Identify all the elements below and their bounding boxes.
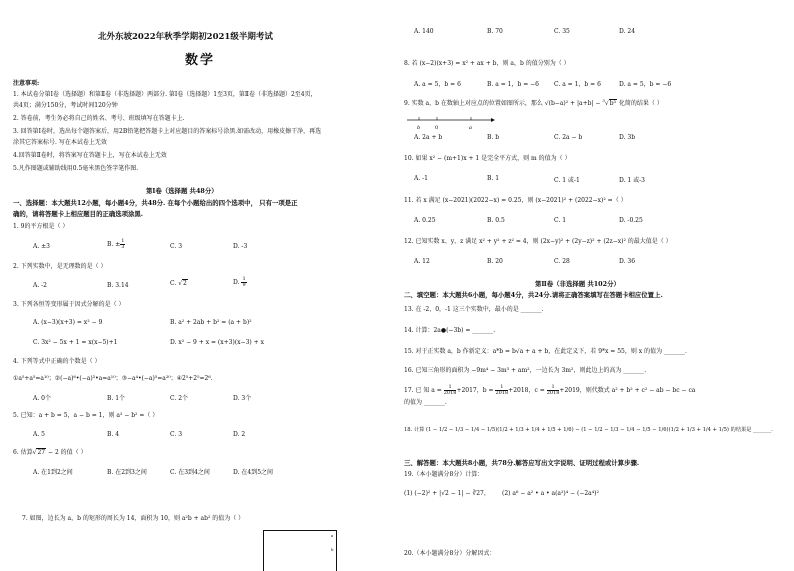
q1-option-c: C. 3 [170,243,183,250]
q12-stem: 12. 已知实数 x、y、z 满足 x² + y² + z² = 4，则 (2x−y)² + (2y−z)² + (2z−x)² 的最大值是（ ） [404,238,672,245]
q9-number-line [405,112,495,134]
q1-stem: 1. 9的平方根是（ ） [13,223,69,230]
q10-option-b: B. 1 [487,175,500,182]
q5-option-a: A. 5 [33,431,45,438]
fill-in-heading: 二、填空题：本大题共6小题，每小题4分，共24分.请将正确答案填写在答题卡相应位置上. [404,291,663,299]
q8-stem: 8. 若 (x−2)(x+3) = x² + ax + b，则 a，b 的值分别为（ ） [404,60,570,67]
q19-stem: 19.（本小题满分8分）计算： [404,471,484,478]
q2-option-b: B. 3.14 [107,282,129,289]
axis-label-0: 0 [435,125,439,131]
q8-option-d: D. a = 5，b = −6 [619,81,672,88]
q11-option-d: D. -0.25 [619,217,643,224]
q3-option-a: A. (x−3)(x+3) = x² − 9 [33,319,103,326]
q4-option-c: C. 2个 [170,395,189,402]
q3-option-b: B. a² + 2ab + b² = (a + b)² [170,319,252,326]
q6-option-a: A. 在1到2之间 [33,469,73,476]
q11-option-a: A. 0.25 [414,217,436,224]
axis-label-b: b [417,125,421,131]
q2-option-a: A. -2 [33,282,47,289]
q10-option-a: A. -1 [414,175,428,182]
solve-heading: 三、解答题：本大题共8小题，共78分.解答应写出文字说明、证明过程或计算步骤. [404,459,640,467]
q10-option-d: D. 1 或-3 [619,177,645,184]
part2-heading: 第Ⅱ卷（非选择题 共102分） [535,280,620,288]
q4-stem: 4. 下列等式中正确的个数是（ ） [13,358,101,365]
q13-stem: 13. 在 -2，0，-1 这三个实数中，最小的是 _______. [404,306,544,313]
q7-option-b: B. 70 [487,28,503,35]
q17-tail: 的值为 _______. [404,399,447,406]
q12-option-b: B. 20 [487,258,503,265]
note-line: 5.凡作图题或辅助线用0.5毫米黑色签字笔作图. [13,165,139,172]
q4-option-b: B. 1个 [107,395,126,402]
q5-option-d: D. 2 [233,431,246,438]
q6-option-b: B. 在2到3之间 [107,469,147,476]
q7-option-c: C. 35 [554,28,570,35]
q6-stem: 6. 估算√27 − 2 的值（ ） [13,449,87,456]
q11-stem: 11. 若 x 满足 (x−2021)(2022−x) = 0.25，则 (x−2021)² + (2022−x)² =（ ） [404,197,627,204]
note-line: 共4页；满分150分，考试时间120分钟 [13,102,118,109]
q3-option-d: D. x² − 9 + x = (x+3)(x−3) + x [170,339,264,346]
part1-instruction: 一、选择题：本大题共12小题，每小题4分，共48分. 在每个小题给出的四个选项中， 只有一项是正 [13,199,298,207]
q7-option-a: A. 140 [414,28,434,35]
part1-heading: 第Ⅰ卷（选择题 共48分） [146,187,218,195]
q7-stem: 7. 如图，边长为 a，b 的矩形的周长为 14，面积为 10，则 a²b + ab² 的值为（ ） [22,515,245,522]
q11-option-b: B. 0.5 [487,217,505,224]
q20-stem: 20.（本小题满分8分）分解因式： [404,550,496,557]
q17-stem: 17. 已 知 a = $\frac{1}{2018}$ +2017，b = $\frac{1}{2018}$ +2018，c = $\frac{1}{2018}$ +2019，则代数式 a² + b² + c² − ab − bc − ca [404,384,696,396]
q19-part2: (2) a⁶ − a² • a • a(a²)⁴ − (−2a⁴)² [502,490,599,497]
q4-option-d: D. 3个 [233,395,252,402]
note-line: 3. 回答第Ⅰ卷时，选出每个题答案后，用2B铅笔把答题卡上对应题目的答案标号涂黑.如需改动，用橡皮擦干净，再选 [13,128,322,135]
q6-option-c: C. 在3到4之间 [170,469,210,476]
axis-label-a: a [469,125,472,131]
q5-option-b: B. 4 [107,431,120,438]
q7-label-a: a [331,533,334,538]
q16-stem: 16. 已知三角形的面积为 −9m⁴ − 3m³ + am²，一边长为 3m²，则此边上的高为 _______. [404,367,647,374]
notes-heading: 注意事项: [13,80,40,87]
q10-option-c: C. 1 或-1 [554,177,580,184]
note-line: 2. 答卷前，考生务必将自己的姓名、考号、班级填写在答题卡上. [13,115,185,122]
q7-rectangle-figure [263,530,337,571]
q1-option-d: D. -3 [233,243,248,250]
q4-statements: ①a⁵+a⁵=a¹⁰；②(−a)⁶•(−a)³•a=a¹⁰；③−a⁴•(−a)⁵=a²⁰；④2⁵+2⁵=2⁶. [13,375,213,382]
q6-option-d: D. 在4到5之间 [233,469,274,476]
note-line: 涂其它答案标号. 写在本试卷上无效 [13,139,107,146]
subject-title: 数学 [185,53,216,68]
q4-option-a: A. 0个 [33,395,51,402]
q9-option-a: A. 2a + b [414,134,443,141]
q14-stem: 14. 计算：2a●(−3b) = _______. [404,327,496,334]
note-line: 4.回答第Ⅱ卷时，将答案写在答题卡上，写在本试卷上无效 [13,152,167,159]
exam-title: 北外东坡2022年秋季学期初2021级半期考试 [98,32,273,42]
q5-stem: 5. 已知：a + b = 5，a − b = 1，则 a² − b² =（ ） [13,412,159,419]
q1-option-a: A. ±3 [33,243,50,250]
q10-stem: 10. 如果 x² − (m+1)x + 1 是完全平方式，则 m 的值为（ ） [404,155,571,162]
q5-option-c: C. 3 [170,431,183,438]
q12-option-a: A. 12 [414,258,430,265]
note-line: 1. 本试卷分第Ⅰ卷（选择题）和第Ⅱ卷（非选择题）两部分. 第Ⅰ卷（选择题）1至3页，第Ⅱ卷（非选择题）2至4页， [13,91,317,98]
q1-option-b: B. ± $\frac{1}{3}$ [107,238,125,250]
q12-option-d: D. 36 [619,258,636,265]
q18-stem: 18. 计算 (1 − 1/2 − 1/3 − 1/4 − 1/5)(1/2 + 1/3 + 1/4 + 1/5 + 1/6) − (1 − 1/2 − 1/3 − 1/4 − 1/5 − 1/6)(1/2 + 1/3 + 1/4 + 1/5) 的结果是 _______. [404,427,773,433]
q9-option-d: D. 3b [619,134,636,141]
number-line-arrow [491,118,495,122]
q2-stem: 2. 下列实数中，是无理数的是（ ） [13,263,107,270]
q8-option-a: A. a = 5，b = 6 [414,81,461,88]
q11-option-c: C. 1 [554,217,567,224]
q2-option-d: D. $\frac{1}{9}$ [233,276,246,288]
q9-stem: 9. 实数 a，b 在数轴上对应点的位置如图所示，那么 √(b−a)² + |a+b| − $^3$√b³ 化简的结果（ ） [404,98,663,107]
q3-option-c: C. 3x² − 5x + 1 = x(x−5)+1 [33,339,118,346]
q8-option-c: C. a = 1，b = 6 [554,81,601,88]
q15-stem: 15. 对于正实数 a，b 作新定义：a*b = b√a + a + b，在此定义下，若 9*x = 55，则 x 的值为 _______. [404,348,687,355]
q7-option-d: D. 24 [619,28,636,35]
q7-label-b: b [331,547,334,552]
q3-stem: 3. 下列各恒等变形属于因式分解的是（ ） [13,301,125,308]
q8-option-b: B. a = 1，b = −6 [487,81,539,88]
q9-option-c: C. 2a − b [554,134,583,141]
q2-option-c: C. √2 [170,280,187,287]
q19-part1: (1) (−2)² + |√2 − 1| − ∛27， [404,490,490,497]
part1-instruction: 确的，请将答题卡上相应题目的正确选项涂黑. [13,210,144,218]
q12-option-c: C. 28 [554,258,570,265]
q9-option-b: B. b [487,134,500,141]
